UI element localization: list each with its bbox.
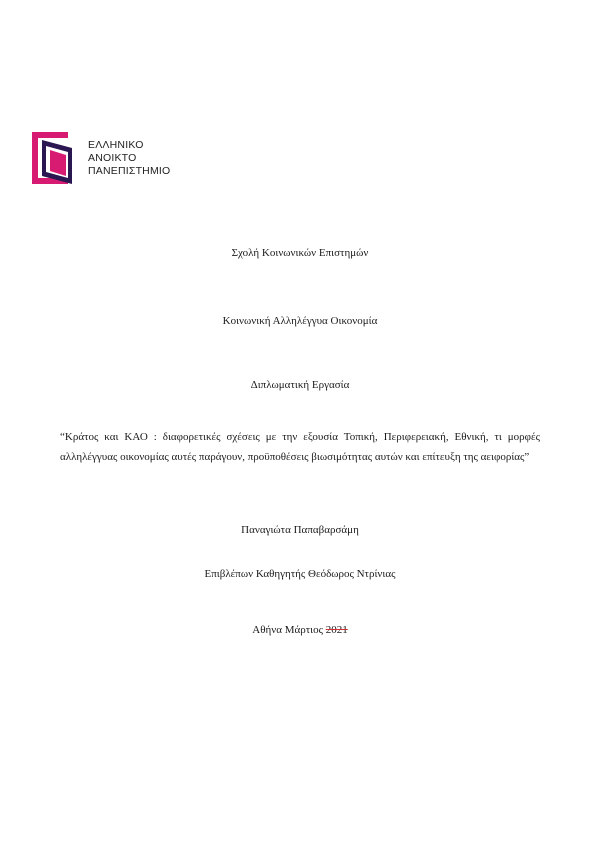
university-logo-text	[88, 139, 170, 178]
thesis-title: “Κράτος και ΚΑΟ : διαφορετικές σχέσεις με την εξουσία Τοπική, Περιφερειακή, Εθνική, τι μορφές αλληλέγγυας οικονομίας αυτές παράγουν, προϋποθέσεις βιωσιμότητας αυτών και επίτευξη της αειφορίας”	[60, 431, 540, 463]
university-logo-mark-icon	[32, 132, 84, 184]
document-type: Διπλωματική Εργασία	[250, 379, 350, 391]
place-month: Αθήνα Μάρτιος	[252, 624, 323, 636]
logo-line-2: ΑΝΟΙΚΤΟ	[88, 152, 137, 164]
logo-line-3: ΠΑΝΕΠΙΣΤΗΜΙΟ	[88, 165, 171, 177]
year: 2021	[325, 624, 348, 636]
school-name: Σχολή Κοινωνικών Επιστημών	[231, 247, 369, 259]
university-logo	[32, 132, 182, 188]
supervisor-line: Επιβλέπων Καθηγητής Θεόδωρος Ντρίνιας	[204, 568, 396, 580]
logo-line-1: ΕΛΛΗΝΙΚΟ	[88, 139, 144, 151]
program-name: Κοινωνική Αλληλέγγυα Οικονομία	[222, 315, 378, 327]
place-date	[0, 624, 600, 636]
author-name: Παναγιώτα Παπαβαρσάμη	[241, 524, 359, 536]
